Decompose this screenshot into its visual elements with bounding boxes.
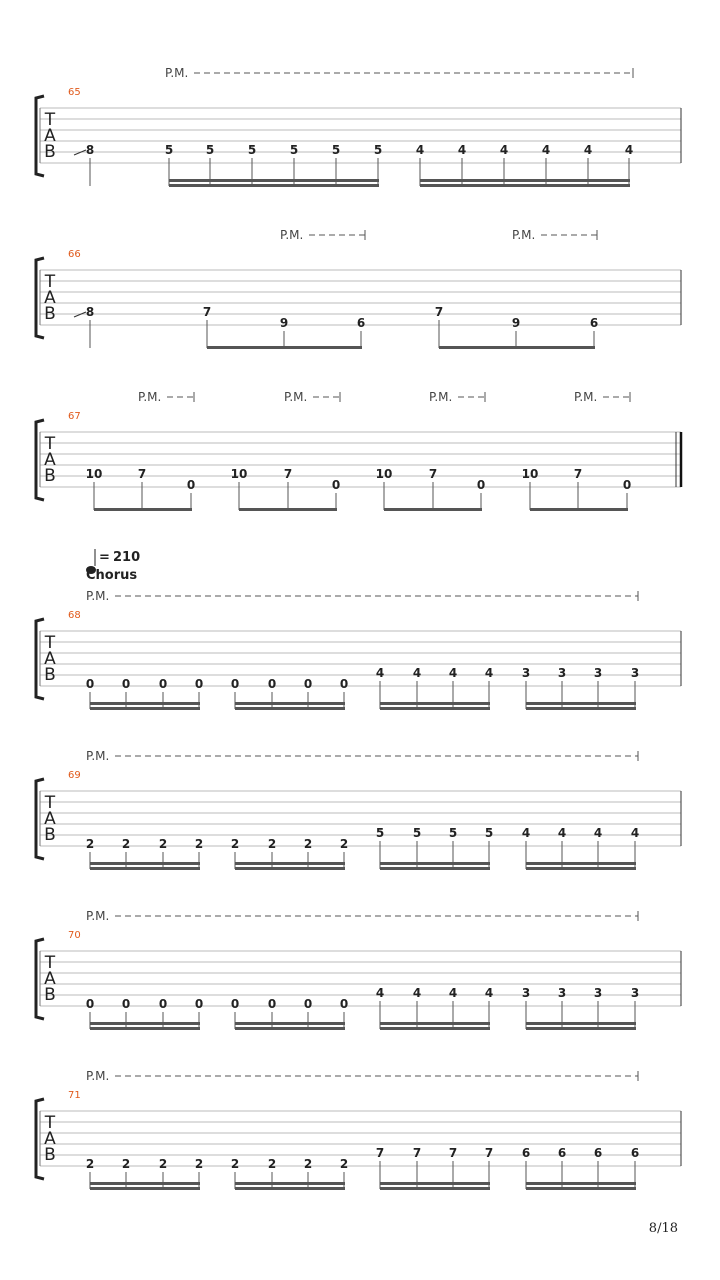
beam xyxy=(239,508,337,511)
beam xyxy=(526,1027,636,1030)
fret-number: 7 xyxy=(484,1146,494,1160)
fret-number: 5 xyxy=(247,143,257,157)
fret-number: 0 xyxy=(121,997,131,1011)
fret-number: 3 xyxy=(593,986,603,1000)
fret-number: 4 xyxy=(448,986,458,1000)
beam xyxy=(90,1182,200,1185)
measure-number: 68 xyxy=(68,610,81,621)
beam xyxy=(526,707,636,710)
tab-clef-letter: T xyxy=(44,272,56,292)
fret-number: 6 xyxy=(630,1146,640,1160)
fret-number: 7 xyxy=(434,305,444,319)
fret-number: 2 xyxy=(339,1157,349,1171)
tab-clef-letter: T xyxy=(44,434,56,454)
tempo-equals: = xyxy=(99,550,110,565)
fret-number: 0 xyxy=(158,677,168,691)
palm-mute-label: P.M. xyxy=(86,1069,110,1083)
palm-mute-label: P.M. xyxy=(574,390,598,404)
fret-number: 7 xyxy=(202,305,212,319)
fret-number: 10 xyxy=(85,467,103,481)
beam xyxy=(526,1182,636,1185)
beam xyxy=(526,1022,636,1025)
beam xyxy=(90,1027,200,1030)
fret-number: 2 xyxy=(158,837,168,851)
fret-number: 7 xyxy=(573,467,583,481)
palm-mute-label: P.M. xyxy=(138,390,162,404)
beam xyxy=(207,346,362,349)
fret-number: 3 xyxy=(557,666,567,680)
beam xyxy=(380,1022,490,1025)
fret-number: 4 xyxy=(448,666,458,680)
fret-number: 7 xyxy=(448,1146,458,1160)
fret-number: 4 xyxy=(557,826,567,840)
fret-number: 2 xyxy=(121,1157,131,1171)
beam xyxy=(380,707,490,710)
fret-number: 7 xyxy=(283,467,293,481)
fret-number: 10 xyxy=(230,467,248,481)
measure-number: 67 xyxy=(68,411,81,422)
tab-clef-letter: B xyxy=(44,304,56,324)
fret-number: 2 xyxy=(303,1157,313,1171)
fret-number: 0 xyxy=(303,997,313,1011)
fret-number: 0 xyxy=(194,677,204,691)
palm-mute-label: P.M. xyxy=(429,390,453,404)
beam xyxy=(526,862,636,865)
fret-number: 3 xyxy=(557,986,567,1000)
tab-clef-letter: B xyxy=(44,985,56,1005)
beam xyxy=(90,707,200,710)
palm-mute-label: P.M. xyxy=(284,390,308,404)
fret-number: 0 xyxy=(476,478,486,492)
tab-clef-letter: T xyxy=(44,110,56,130)
fret-number: 4 xyxy=(499,143,509,157)
tab-clef-letter: T xyxy=(44,1113,56,1133)
fret-number: 2 xyxy=(194,837,204,851)
tab-clef-letter: B xyxy=(44,466,56,486)
fret-number: 3 xyxy=(521,666,531,680)
fret-number: 3 xyxy=(630,666,640,680)
fret-number: 3 xyxy=(630,986,640,1000)
fret-number: 0 xyxy=(622,478,632,492)
measure-number: 65 xyxy=(68,87,81,98)
fret-number: 2 xyxy=(230,837,240,851)
fret-number: 8 xyxy=(85,143,95,157)
fret-number: 5 xyxy=(289,143,299,157)
tempo-bpm: 210 xyxy=(113,550,141,565)
fret-number: 2 xyxy=(85,1157,95,1171)
tab-clef-letter: B xyxy=(44,1145,56,1165)
fret-number: 2 xyxy=(230,1157,240,1171)
fret-number: 5 xyxy=(375,826,385,840)
tab-clef-letter: A xyxy=(44,649,56,669)
fret-number: 0 xyxy=(158,997,168,1011)
tab-clef-letter: T xyxy=(44,793,56,813)
fret-number: 0 xyxy=(85,677,95,691)
beam xyxy=(439,346,595,349)
fret-number: 2 xyxy=(158,1157,168,1171)
beam xyxy=(235,707,345,710)
beam xyxy=(526,1187,636,1190)
beam xyxy=(384,508,482,511)
beam xyxy=(169,179,379,182)
fret-number: 0 xyxy=(267,997,277,1011)
beam xyxy=(235,862,345,865)
fret-number: 5 xyxy=(373,143,383,157)
fret-number: 5 xyxy=(164,143,174,157)
tab-clef-letter: A xyxy=(44,450,56,470)
beam xyxy=(235,1187,345,1190)
measure-number: 70 xyxy=(68,930,81,941)
tab-clef-letter: B xyxy=(44,665,56,685)
fret-number: 7 xyxy=(375,1146,385,1160)
fret-number: 0 xyxy=(186,478,196,492)
fret-number: 7 xyxy=(412,1146,422,1160)
beam xyxy=(530,508,628,511)
palm-mute-label: P.M. xyxy=(280,228,304,242)
tab-clef-letter: T xyxy=(44,953,56,973)
beam xyxy=(235,702,345,705)
fret-number: 2 xyxy=(267,1157,277,1171)
fret-number: 4 xyxy=(624,143,634,157)
page-number: 8/18 xyxy=(648,1221,678,1236)
fret-number: 0 xyxy=(194,997,204,1011)
fret-number: 2 xyxy=(267,837,277,851)
fret-number: 2 xyxy=(194,1157,204,1171)
fret-number: 0 xyxy=(339,677,349,691)
beam xyxy=(169,184,379,187)
beam xyxy=(380,1182,490,1185)
palm-mute-label: P.M. xyxy=(86,909,110,923)
fret-number: 0 xyxy=(230,997,240,1011)
fret-number: 0 xyxy=(303,677,313,691)
beam xyxy=(90,867,200,870)
fret-number: 9 xyxy=(279,316,289,330)
beam xyxy=(235,867,345,870)
fret-number: 0 xyxy=(85,997,95,1011)
fret-number: 4 xyxy=(583,143,593,157)
fret-number: 10 xyxy=(521,467,539,481)
fret-number: 5 xyxy=(484,826,494,840)
fret-number: 2 xyxy=(85,837,95,851)
fret-number: 0 xyxy=(331,478,341,492)
fret-number: 2 xyxy=(121,837,131,851)
fret-number: 5 xyxy=(412,826,422,840)
beam xyxy=(90,862,200,865)
tab-clef-letter: A xyxy=(44,809,56,829)
tab-clef-letter: T xyxy=(44,633,56,653)
fret-number: 4 xyxy=(484,666,494,680)
fret-number: 2 xyxy=(339,837,349,851)
fret-number: 7 xyxy=(137,467,147,481)
fret-number: 4 xyxy=(415,143,425,157)
fret-number: 4 xyxy=(457,143,467,157)
fret-number: 4 xyxy=(375,666,385,680)
palm-mute-label: P.M. xyxy=(86,749,110,763)
fret-number: 6 xyxy=(521,1146,531,1160)
beam xyxy=(380,867,490,870)
fret-number: 4 xyxy=(412,666,422,680)
beam xyxy=(526,702,636,705)
tab-clef-letter: A xyxy=(44,1129,56,1149)
fret-number: 5 xyxy=(331,143,341,157)
measure-number: 71 xyxy=(68,1090,81,1101)
beam xyxy=(380,862,490,865)
beam xyxy=(235,1022,345,1025)
beam xyxy=(90,1022,200,1025)
fret-number: 8 xyxy=(85,305,95,319)
section-label: Chorus xyxy=(86,568,138,583)
fret-number: 4 xyxy=(521,826,531,840)
tab-clef-letter: A xyxy=(44,288,56,308)
beam xyxy=(380,702,490,705)
fret-number: 4 xyxy=(484,986,494,1000)
fret-number: 4 xyxy=(630,826,640,840)
beam xyxy=(420,184,630,187)
fret-number: 6 xyxy=(356,316,366,330)
fret-number: 2 xyxy=(303,837,313,851)
beam xyxy=(235,1182,345,1185)
tab-clef-letter: A xyxy=(44,969,56,989)
fret-number: 0 xyxy=(267,677,277,691)
fret-number: 0 xyxy=(121,677,131,691)
beam xyxy=(380,1027,490,1030)
fret-number: 4 xyxy=(541,143,551,157)
tab-clef-letter: B xyxy=(44,825,56,845)
fret-number: 9 xyxy=(511,316,521,330)
beam xyxy=(94,508,192,511)
fret-number: 10 xyxy=(375,467,393,481)
fret-number: 6 xyxy=(593,1146,603,1160)
fret-number: 5 xyxy=(205,143,215,157)
measure-number: 69 xyxy=(68,770,81,781)
palm-mute-label: P.M. xyxy=(86,589,110,603)
beam xyxy=(235,1027,345,1030)
fret-number: 7 xyxy=(428,467,438,481)
fret-number: 5 xyxy=(448,826,458,840)
palm-mute-label: P.M. xyxy=(165,66,189,80)
beam xyxy=(90,1187,200,1190)
beam xyxy=(526,867,636,870)
fret-number: 6 xyxy=(557,1146,567,1160)
palm-mute-label: P.M. xyxy=(512,228,536,242)
fret-number: 4 xyxy=(412,986,422,1000)
fret-number: 6 xyxy=(589,316,599,330)
fret-number: 4 xyxy=(593,826,603,840)
beam xyxy=(90,702,200,705)
measure-number: 66 xyxy=(68,249,81,260)
fret-number: 0 xyxy=(339,997,349,1011)
fret-number: 0 xyxy=(230,677,240,691)
beam xyxy=(380,1187,490,1190)
fret-number: 3 xyxy=(593,666,603,680)
tab-clef-letter: B xyxy=(44,142,56,162)
fret-number: 3 xyxy=(521,986,531,1000)
fret-number: 4 xyxy=(375,986,385,1000)
beam xyxy=(420,179,630,182)
tab-clef-letter: A xyxy=(44,126,56,146)
